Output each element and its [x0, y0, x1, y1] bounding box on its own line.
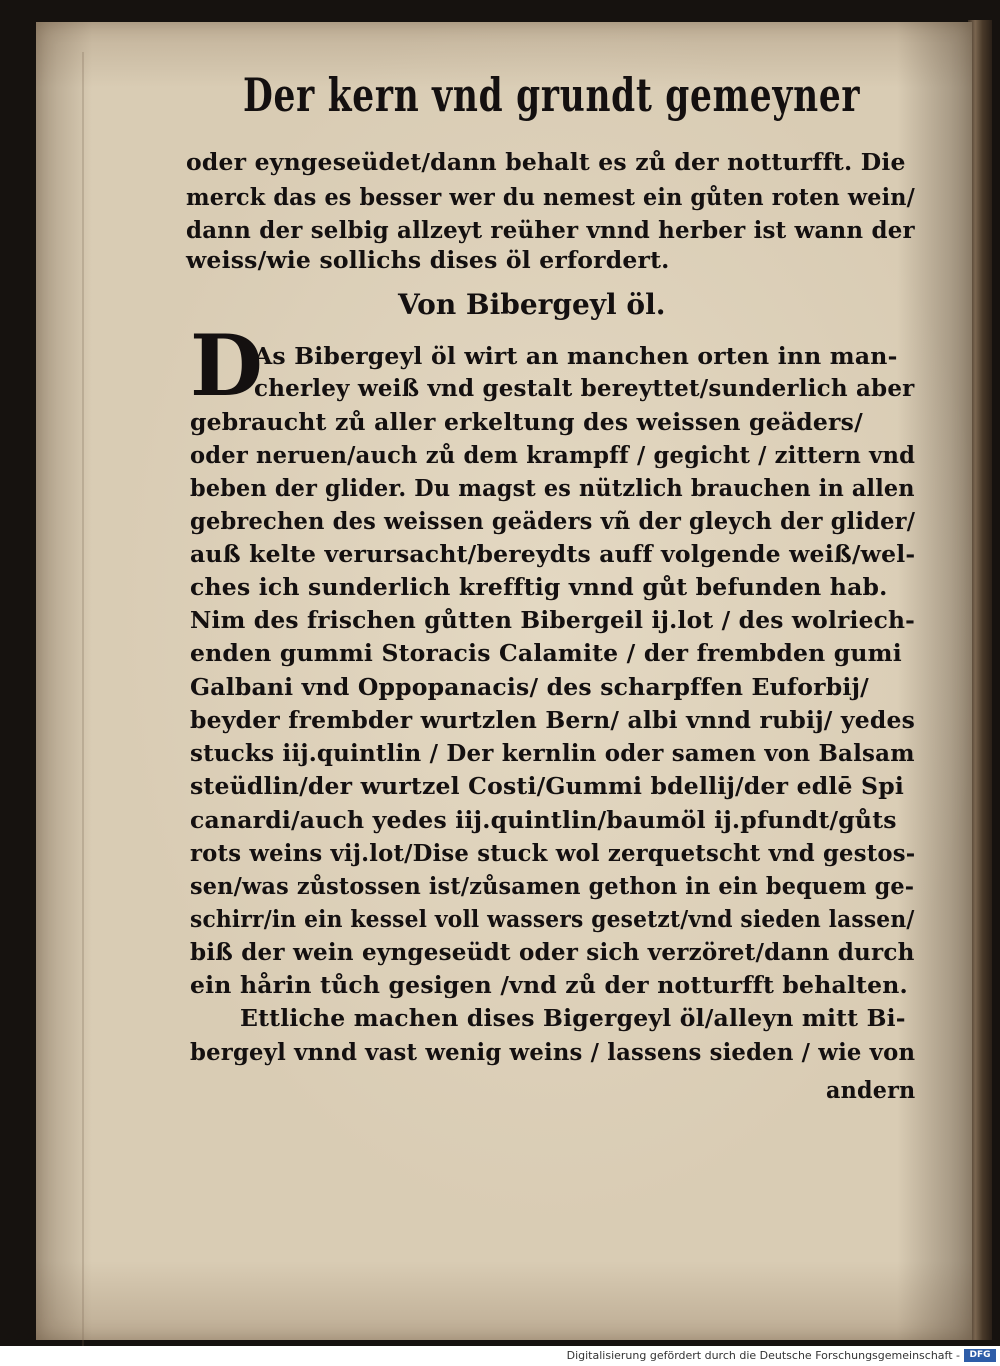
text-line: Ettliche machen dises Bigergeyl öl/alleyn mitt Bi-: [240, 1004, 906, 1032]
page-fold-shadow: [82, 52, 84, 1352]
text-line: merck das es besser wer du nemest ein gůten roten wein/: [186, 183, 915, 211]
text-line: dann der selbig allzeyt reüher vnnd herber ist wann der: [186, 216, 915, 244]
running-head: Der kern vnd grundt gemeyner: [243, 68, 861, 122]
text-line: oder neruen/auch zů dem krampff / gegicht / zittern vnd: [190, 441, 916, 469]
text-line: rots weins vij.lot/Dise stuck wol zerquetscht vnd gestos-: [190, 839, 916, 867]
text-line: oder eyngeseüdet/dann behalt es zů der notturfft. Die: [186, 148, 906, 176]
text-line: schirr/in ein kessel voll wassers gesetzt/vnd sieden lassen/: [190, 905, 915, 933]
text-line: ches ich sunderlich krefftig vnnd gůt befunden hab.: [190, 573, 888, 601]
text-line: sen/was zůstossen ist/zůsamen gethon in ein bequem ge-: [190, 872, 915, 900]
funding-notice: Digitalisierung gefördert durch die Deutsche Forschungsgemeinschaft -: [566, 1349, 960, 1362]
text-line: weiss/wie sollichs dises öl erfordert.: [186, 246, 670, 274]
text-line: Galbani vnd Oppopanacis/ des scharpffen Euforbij/: [190, 673, 869, 701]
text-line: ein hårin tůch gesigen /vnd zů der notturfft behalten.: [190, 971, 908, 999]
text-line: Nim des frischen gůtten Bibergeil ij.lot / des wolriech-: [190, 606, 916, 634]
text-line: gebrechen des weissen geäders vñ der gleych der glider/: [190, 507, 916, 535]
text-line: canardi/auch yedes iij.quintlin/baumöl ij.pfundt/gůts: [190, 806, 897, 834]
section-title: Von Bibergeyl öl.: [398, 288, 666, 321]
text-line: auß kelte verursacht/bereydts auff volgende weiß/wel-: [190, 540, 916, 568]
text-line: gebraucht zů aller erkeltung des weissen geäders/: [190, 408, 863, 436]
text-line: enden gummi Storacis Calamite / der frembden gumi: [190, 639, 902, 667]
dfg-logo-icon: DFG: [964, 1349, 996, 1362]
text-line: steüdlin/der wurtzel Costi/Gummi bdellij/der edlē Spi: [190, 772, 904, 800]
catchword: andern: [826, 1076, 916, 1104]
text-line: biß der wein eyngeseüdt oder sich verzöret/dann durch: [190, 938, 915, 966]
footer-bar: [0, 1346, 1000, 1366]
text-line: beyder frembder wurtzlen Bern/ albi vnnd rubij/ yedes: [190, 706, 916, 734]
text-line: cherley weiß vnd gestalt bereyttet/sunderlich aber: [254, 374, 915, 402]
text-line: beben der glider. Du magst es nützlich brauchen in allen: [190, 474, 915, 502]
text-line: bergeyl vnnd vast wenig weins / lassens sieden / wie von: [190, 1038, 916, 1066]
text-line: As Bibergeyl öl wirt an manchen orten inn man-: [254, 342, 898, 370]
text-line: stucks iij.quintlin / Der kernlin oder samen von Balsam: [190, 739, 915, 767]
decorated-initial: D: [190, 316, 263, 415]
